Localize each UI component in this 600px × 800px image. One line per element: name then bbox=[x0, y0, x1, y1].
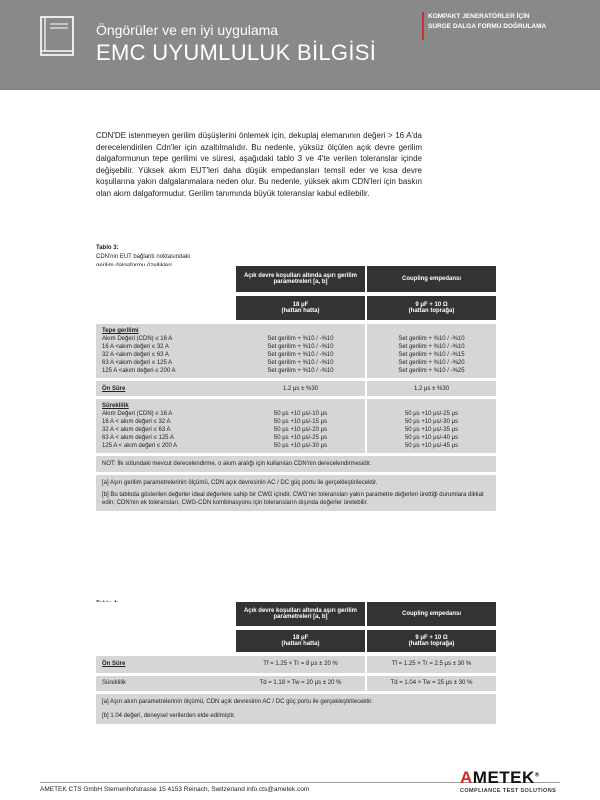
table3-peak-label: 125 A <akım değeri ≤ 200 A bbox=[102, 368, 176, 374]
table3-cell: Set gerilim + %10 / -%15 bbox=[398, 352, 465, 358]
table4-front-col1: Tf = 1.25 × Tr = 8 μs ± 20 % bbox=[236, 656, 366, 674]
header-title: EMC UYUMLULUK BİLGİSİ bbox=[96, 40, 377, 65]
table3-dur-col2 bbox=[366, 398, 496, 455]
table3-front-col2: 1.2 μs ± %30 bbox=[366, 380, 496, 398]
book-icon bbox=[40, 16, 74, 56]
table3-cell: 50 μs +10 μs/-25 μs bbox=[273, 435, 328, 441]
table3-peak-col1 bbox=[236, 324, 366, 380]
table4-dur-label: Süreklilik bbox=[96, 674, 236, 692]
table3-dur-label: 125 A < akım değeri ≤ 200 A bbox=[102, 443, 178, 449]
table3-col1-head: Açık devre koşulları altında aşırı gerilim parametreleri [a, b] bbox=[236, 266, 366, 292]
table3-dur-labels bbox=[96, 398, 236, 455]
table3-cell: 50 μs +10 μs/-45 μs bbox=[404, 443, 459, 449]
table3-col2-sub1: 9 μF + 10 Ω bbox=[415, 302, 448, 308]
logo-rest: METEK bbox=[472, 768, 535, 787]
table3-cell: Set gerilim + %10 / -%25 bbox=[398, 368, 465, 374]
table3-cell: Set gerilim + %10 / -%10 bbox=[398, 344, 465, 350]
header-subtitle: Öngörüler ve en iyi uygulama bbox=[96, 22, 279, 38]
tag-line-2: SURGE DALGA FORMU DOĞRULAMA bbox=[428, 23, 547, 30]
tag-line-1: KOMPAKT JENERATÖRLER İÇİN bbox=[428, 13, 530, 20]
table3-dur-label: 16 A < akım değeri ≤ 32 A bbox=[102, 419, 171, 425]
table4-footnotes bbox=[96, 692, 496, 724]
table3-cell: Set gerilim + %10 / -%10 bbox=[398, 336, 465, 342]
table3-dur-label: 32 A < akım değeri ≤ 63 A bbox=[102, 427, 171, 433]
table3-peak-label: Akım Değeri (CDN) ≤ 16 A bbox=[102, 336, 173, 342]
logo-subtitle: COMPLIANCE TEST SOLUTIONS bbox=[460, 788, 557, 794]
table4-col1-sub1: 18 μF bbox=[292, 635, 309, 641]
table3-cell: Set gerilim + %10 / -%10 bbox=[267, 360, 334, 366]
table3-col2-sub bbox=[366, 296, 496, 320]
table3-peak-col2 bbox=[366, 324, 496, 380]
table4-footnote-b: [b] 1.04 değeri, deneysel verilerden elde edilmiştir. bbox=[102, 712, 236, 719]
table3-cell: 50 μs +10 μs/-25 μs bbox=[404, 411, 459, 417]
table3-col1-sub1: 18 μF bbox=[292, 302, 309, 308]
logo-a: A bbox=[460, 768, 473, 787]
table3-cell: 50 μs +10 μs/-30 μs bbox=[273, 443, 328, 449]
table3-dur-label: Akım Değeri (CDN) ≤ 16 A bbox=[102, 411, 173, 417]
table4 bbox=[96, 602, 496, 724]
table3-peak-title: Tepe gerilimi bbox=[102, 328, 139, 334]
table4-front-label: Ön Süre bbox=[96, 656, 236, 674]
table3-cell: Set gerilim + %10 / -%10 bbox=[267, 344, 334, 350]
table4-col2-sub1: 9 μF + 10 Ω bbox=[415, 635, 448, 641]
table3-dur-label: 63 A < akım değeri ≤ 125 A bbox=[102, 435, 174, 441]
table3-footnote-a: [a] Aşırı gerilim parametrelerinin ölçümü, CDN açık devresinin AC / DC güç portu ile gerçekleştirilecektir. bbox=[102, 480, 378, 486]
table3-peak-label: 63 A <akım değeri ≤ 125 A bbox=[102, 360, 173, 366]
logo-registered: ® bbox=[534, 772, 540, 779]
table3-number: Tablo 3: bbox=[96, 245, 119, 251]
table3-caption-1: CDN'nin EUT bağlantı noktasındaki bbox=[96, 254, 191, 260]
table3-cell: 50 μs +10 μs/-30 μs bbox=[404, 419, 459, 425]
header-tag bbox=[428, 12, 588, 32]
table3-dur-title: Süreklilik bbox=[102, 403, 129, 409]
table3-front-col1: 1.2 μs ± %30 bbox=[236, 380, 366, 398]
table3-peak-label: 16 A <akım değeri ≤ 32 A bbox=[102, 344, 169, 350]
table4-footnote-a: [a] Aşırı akım parametrelerinin ölçümü, CDN açık devresinin AC / DC güç portu ile gerçekleştirilecektir. bbox=[102, 698, 373, 705]
table4-col1-sub2: (hattan hatta) bbox=[281, 641, 320, 647]
table3-peak-label: 32 A <akım değeri ≤ 63 A bbox=[102, 352, 169, 358]
table3-cell: Set gerilim + %10 / -%20 bbox=[398, 360, 465, 366]
table3-front-label: Ön Süre bbox=[96, 380, 236, 398]
table3-cell: 50 μs +10 μs/-35 μs bbox=[404, 427, 459, 433]
table4-col2-sub bbox=[366, 630, 496, 652]
table4-dur-col2: Td = 1.04 × Tw = 25 μs ± 30 % bbox=[366, 674, 496, 692]
table3-col2-head: Coupling empedansı bbox=[366, 266, 496, 292]
table3-cell: Set gerilim + %10 / -%10 bbox=[267, 352, 334, 358]
logo-wordmark bbox=[460, 768, 556, 788]
page-header bbox=[0, 0, 600, 90]
table4-col1-sub bbox=[236, 630, 366, 652]
table3-note: NOT: İlk sütundaki mevcut derecelendirme, o akım aralığı için kullanılan CDN'nin derecelendirmesidir. bbox=[96, 455, 496, 474]
table4-dur-col1: Td = 1.18 × Tw = 20 μs ± 20 % bbox=[236, 674, 366, 692]
table3-peak-labels bbox=[96, 324, 236, 380]
footer-address: AMETEK CTS GmbH Sternenhofstrasse 15 4153 Reinach, Switzerland info.cts@ametek.com bbox=[40, 786, 310, 793]
table4-col2-head: Coupling empedansı bbox=[366, 602, 496, 626]
table3-cell: 50 μs +10 μs/-20 μs bbox=[273, 427, 328, 433]
table3-col2-sub2: (hattan toprağa) bbox=[408, 308, 455, 314]
table4-front-col2: Tf = 1.25 × Tr = 2.5 μs ± 30 % bbox=[366, 656, 496, 674]
ametek-logo bbox=[460, 768, 556, 794]
table3 bbox=[96, 266, 496, 511]
table3-cell: 50 μs +10 μs/-15 μs bbox=[273, 419, 328, 425]
table4-col1-head: Açık devre koşulları altında aşırı gerilim parametreleri [a, b] bbox=[236, 602, 366, 626]
table3-dur-col1 bbox=[236, 398, 366, 455]
table3-cell: Set gerilim + %10 / -%10 bbox=[267, 368, 334, 374]
tag-accent-bar bbox=[422, 12, 424, 40]
table3-cell: 50 μs +10 μs/-10 μs bbox=[273, 411, 328, 417]
table4-col2-sub2: (hattan toprağa) bbox=[408, 641, 455, 647]
table3-footnotes bbox=[96, 474, 496, 512]
intro-paragraph: CDN'DE istenmeyen gerilim düşüşlerini önlemek için, dekuplaj elemanının değeri > 16 A'da derecelendirilen Cdn'ler için azaltılmalıdır. Bu nedenle, yüksüz ölçülen açık devre gerilim dalgaformunun tepe gerilimi ve süresi, aşağıdaki tablo 3 ve 4'te verilen toleranslar içinde değişebilir. Yüksek akım EUT'leri daha düşük empedansları temsil eder ve kısa devre koşullarına yakın dalgalanmalara neden olur. Bu nedenle, yüksek akım CDN'leri için baskın olan akım dalgaformudur. Gerilim tanımında büyük toleranslar kabul edilebilir. bbox=[96, 131, 422, 198]
table3-cell: Set gerilim + %10 / -%10 bbox=[267, 336, 334, 342]
table3-cell: 50 μs +10 μs/-40 μs bbox=[404, 435, 459, 441]
table3-footnote-b: [b] Bu tabloda gösterilen değerler ideal değerlere sahip bir CWG içindir. CWG'nin toleransları yakın parametre değerleri ürettiği durumlara dikkat edin; CDN'nin ek toleransları, CWG-CDN kombinasyonu için toleransların dışında değerler üretebilir. bbox=[102, 492, 484, 506]
table3-col1-sub2: (hattan hatta) bbox=[281, 308, 320, 314]
table3-col1-sub bbox=[236, 296, 366, 320]
